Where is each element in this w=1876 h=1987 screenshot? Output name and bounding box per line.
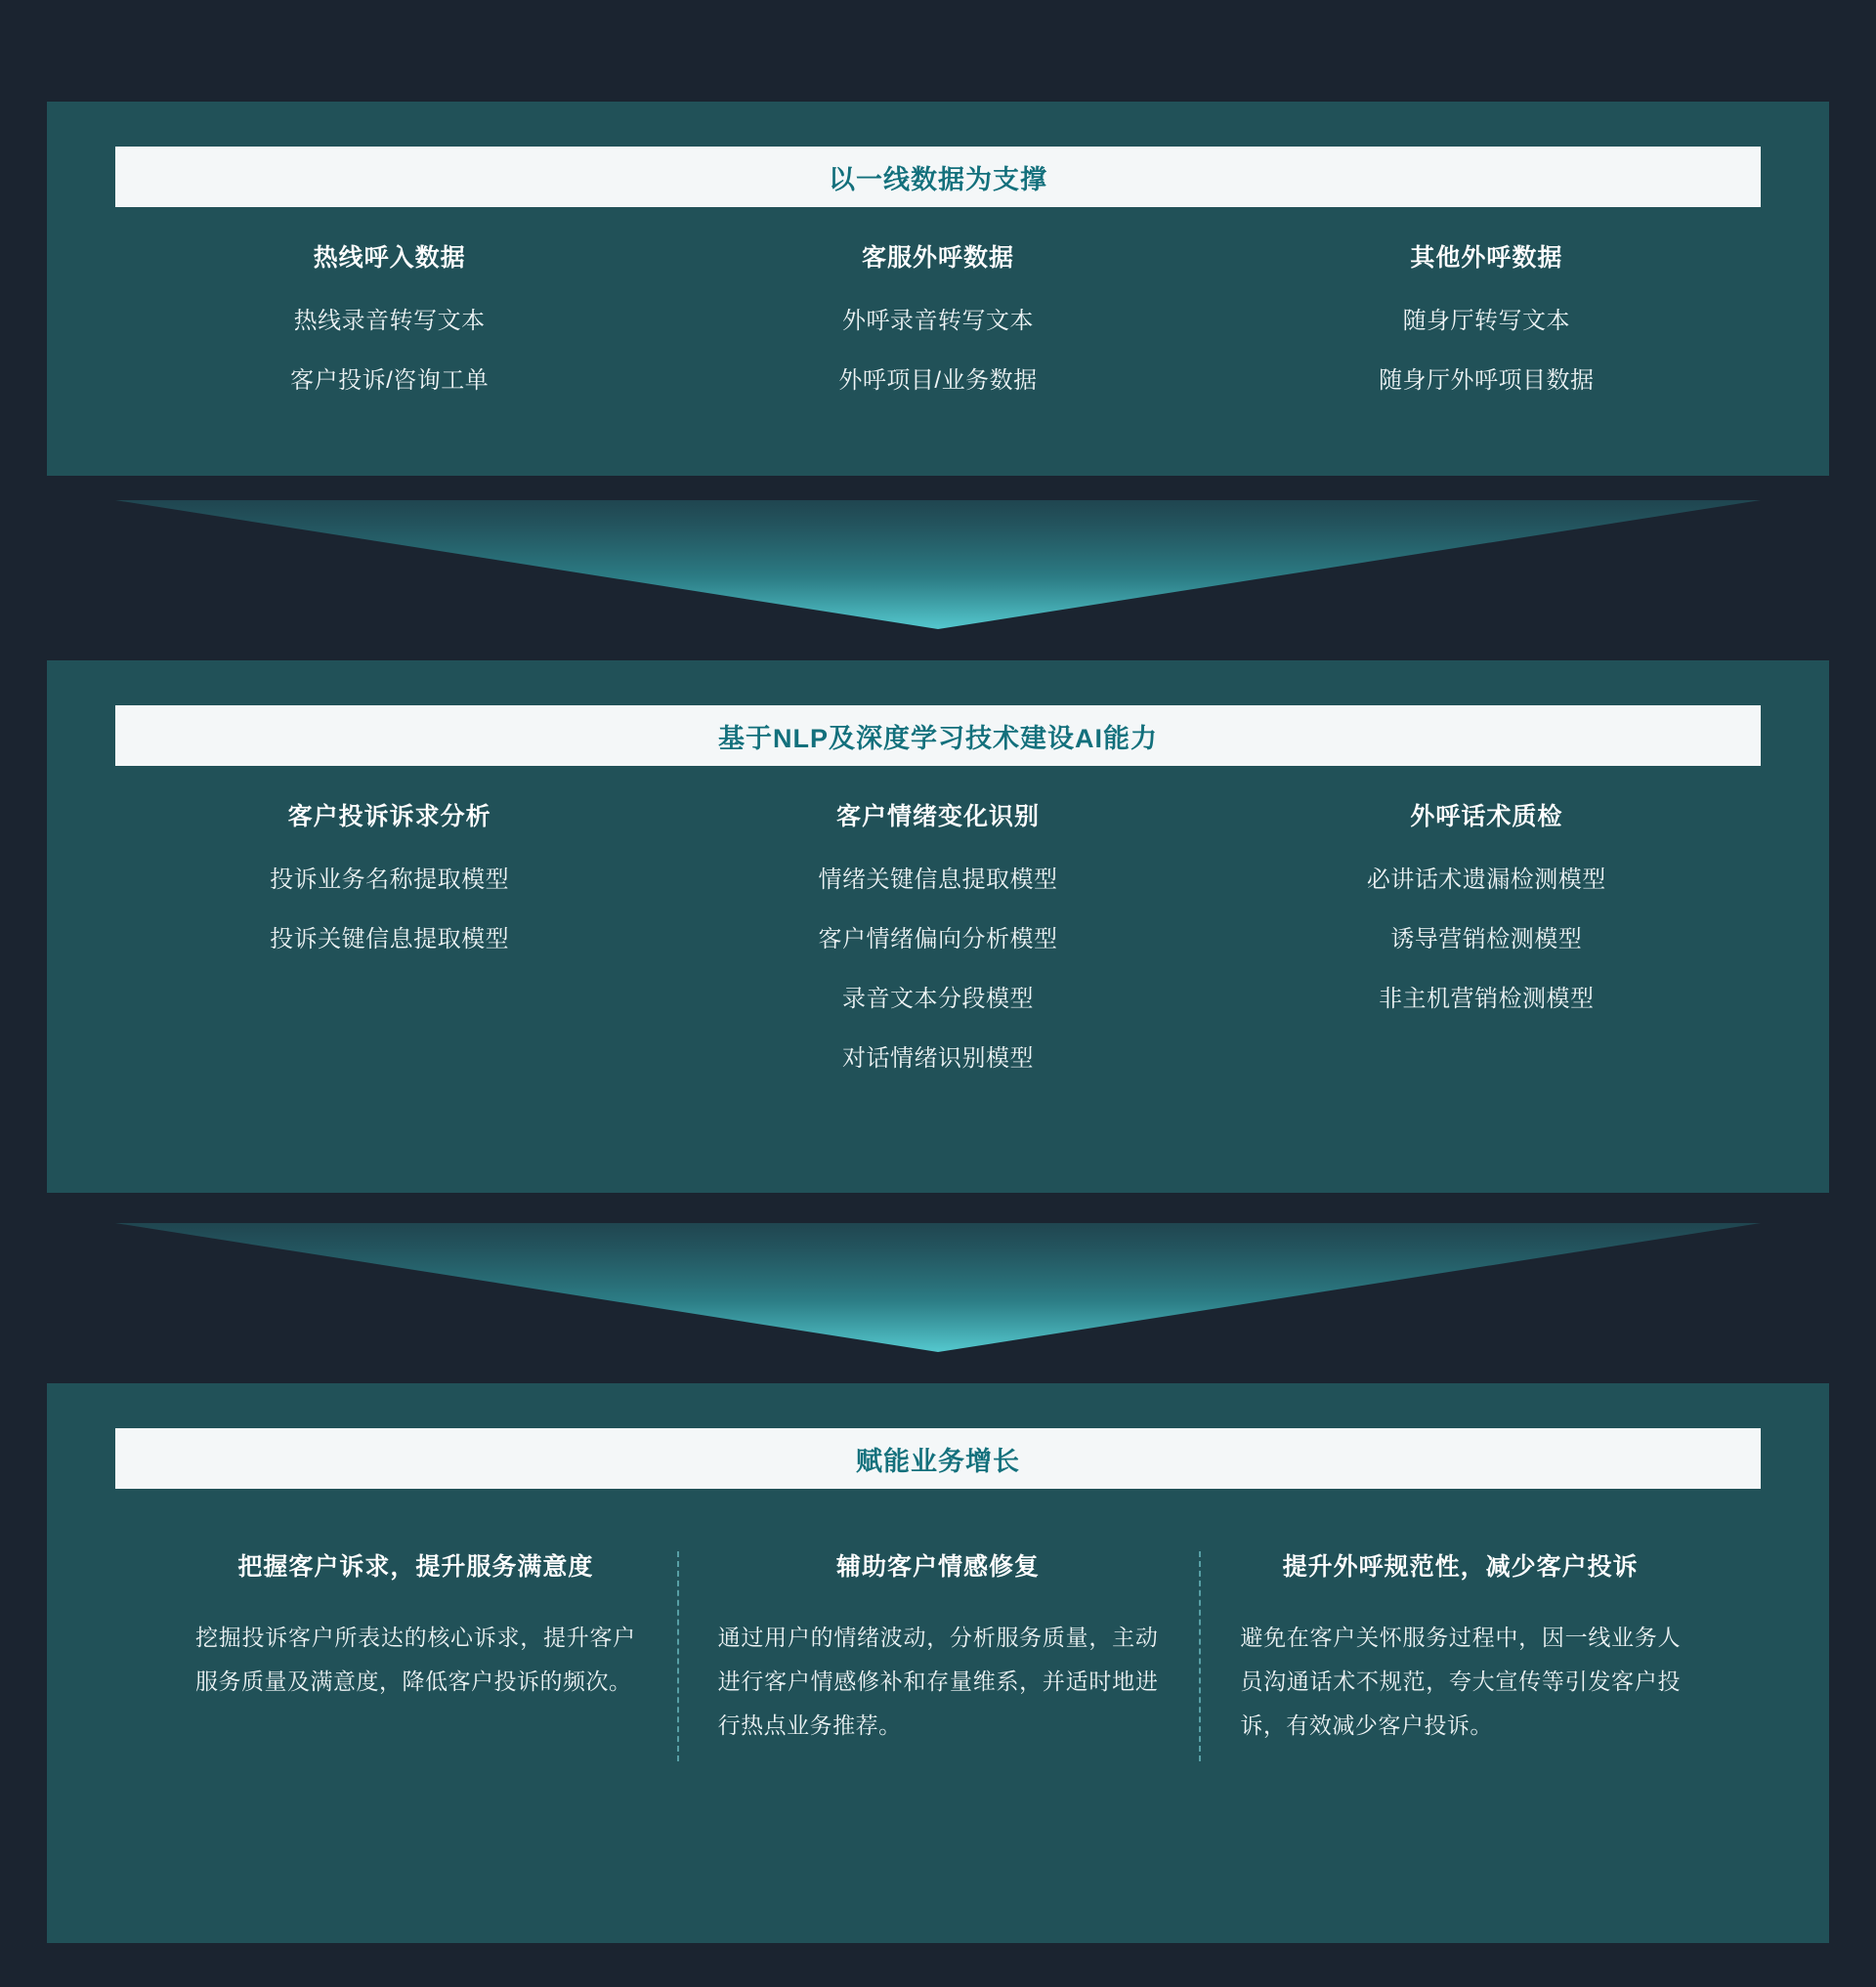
section-ai-panel xyxy=(47,660,1829,1193)
section-data-title-bar xyxy=(115,147,1761,207)
data-column-other-outbound-item: 随身厅转写文本 xyxy=(1402,308,1571,334)
ai-column-complaint-analysis xyxy=(115,797,663,1098)
ai-column-script-qc-head: 外呼话术质检 xyxy=(1410,803,1563,830)
value-column-satisfaction-head: 把握客户诉求，提升服务满意度 xyxy=(237,1553,594,1581)
section-ai-title: 基于NLP及深度学习技术建设AI能力 xyxy=(718,723,1158,753)
value-column-satisfaction-body: 挖掘投诉客户所表达的核心诉求，提升客户服务质量及满意度，降低客户投诉的频次。 xyxy=(195,1625,636,1694)
section-value-title: 赋能业务增长 xyxy=(856,1446,1020,1476)
ai-column-complaint-analysis-item: 投诉关键信息提取模型 xyxy=(270,926,510,952)
data-column-hotline-item: 客户投诉/咨询工单 xyxy=(290,367,490,394)
ai-column-emotion-recognition-item: 情绪关键信息提取模型 xyxy=(818,867,1058,893)
value-column-emotion-repair xyxy=(677,1547,1200,1748)
ai-column-emotion-recognition xyxy=(663,797,1212,1098)
ai-column-emotion-recognition-item: 录音文本分段模型 xyxy=(841,986,1034,1012)
ai-column-script-qc xyxy=(1213,797,1761,1098)
data-column-hotline xyxy=(115,238,663,420)
data-column-outbound-service-head: 客服外呼数据 xyxy=(861,244,1014,272)
data-column-other-outbound xyxy=(1213,238,1761,420)
data-column-hotline-item: 热线录音转写文本 xyxy=(293,308,486,334)
ai-column-complaint-analysis-item: 投诉业务名称提取模型 xyxy=(270,867,510,893)
value-column-satisfaction xyxy=(154,1547,677,1748)
data-column-outbound-service xyxy=(663,238,1212,420)
value-column-compliance xyxy=(1199,1547,1722,1748)
section-ai-title-bar xyxy=(115,705,1761,766)
section-value-title-bar xyxy=(115,1428,1761,1489)
data-column-outbound-service-item: 外呼项目/业务数据 xyxy=(838,367,1038,394)
section-value-panel xyxy=(47,1383,1829,1943)
ai-column-emotion-recognition-head: 客户情绪变化识别 xyxy=(835,803,1040,830)
section-data-title: 以一线数据为支撑 xyxy=(829,164,1047,194)
data-column-outbound-service-item: 外呼录音转写文本 xyxy=(841,308,1034,334)
ai-column-script-qc-item: 诱导营销检测模型 xyxy=(1390,926,1583,952)
arrow-ai-to-value xyxy=(115,1223,1761,1352)
section-data-columns xyxy=(115,238,1761,420)
section-value-columns xyxy=(154,1547,1722,1748)
arrow-data-to-ai xyxy=(115,500,1761,629)
section-ai-columns xyxy=(115,797,1761,1098)
data-column-other-outbound-head: 其他外呼数据 xyxy=(1410,244,1563,272)
ai-column-emotion-recognition-item: 对话情绪识别模型 xyxy=(841,1045,1034,1072)
ai-column-script-qc-item: 非主机营销检测模型 xyxy=(1379,986,1595,1012)
data-column-hotline-head: 热线呼入数据 xyxy=(313,244,466,272)
section-data-panel xyxy=(47,102,1829,476)
value-column-compliance-head: 提升外呼规范性，减少客户投诉 xyxy=(1282,1553,1639,1581)
ai-column-complaint-analysis-head: 客户投诉诉求分析 xyxy=(287,803,491,830)
value-column-emotion-repair-body: 通过用户的情绪波动，分析服务质量，主动进行客户情感修补和存量维系，并适时地进行热点业务推荐。 xyxy=(717,1625,1159,1738)
value-column-compliance-body: 避免在客户关怀服务过程中，因一线业务人员沟通话术不规范，夸大宣传等引发客户投诉，有效减少客户投诉。 xyxy=(1240,1625,1682,1738)
data-column-other-outbound-item: 随身厅外呼项目数据 xyxy=(1379,367,1595,394)
ai-column-emotion-recognition-item: 客户情绪偏向分析模型 xyxy=(818,926,1058,952)
ai-column-script-qc-item: 必讲话术遗漏检测模型 xyxy=(1366,867,1606,893)
value-column-emotion-repair-head: 辅助客户情感修复 xyxy=(836,1553,1041,1581)
